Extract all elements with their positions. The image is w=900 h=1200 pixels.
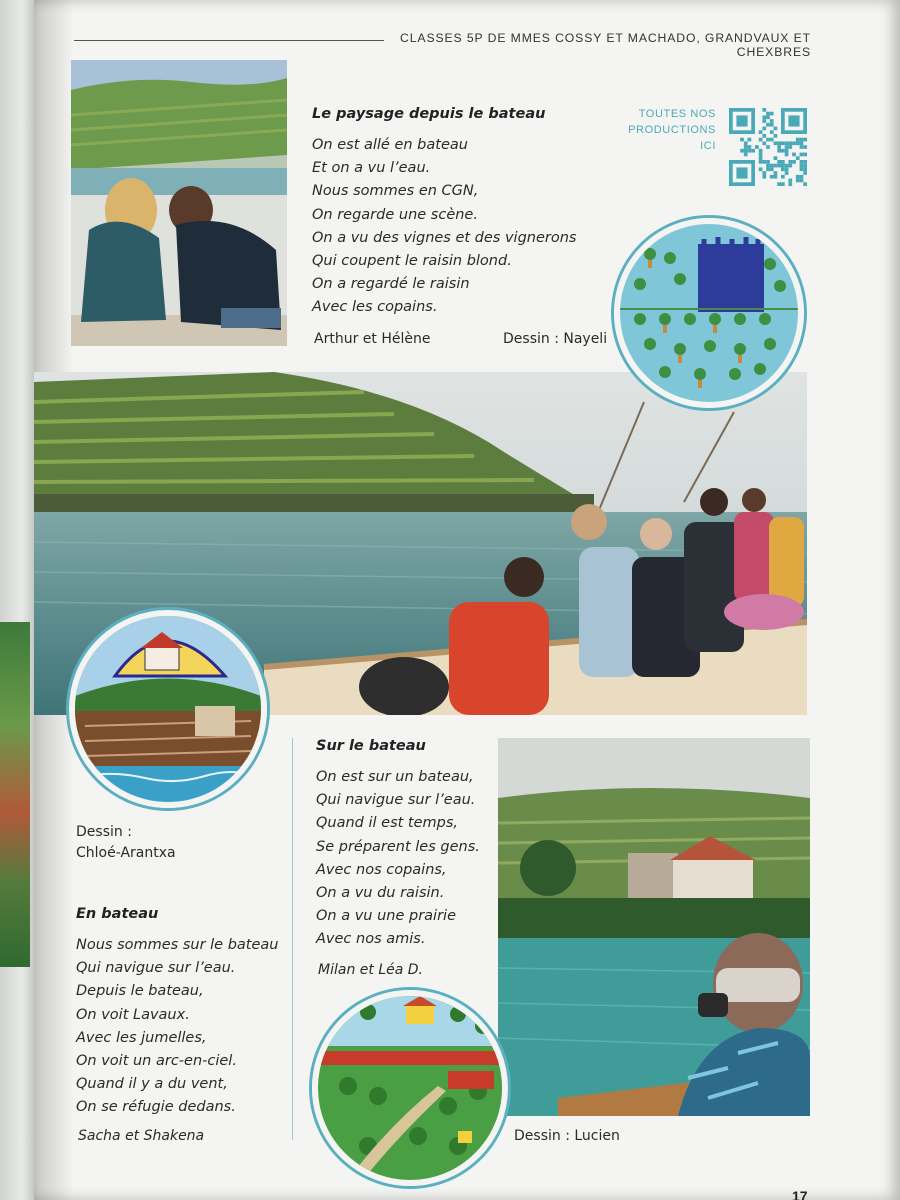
poem-line: Nous sommes sur le bateau (76, 937, 279, 953)
poem-line: Depuis le bateau, (76, 983, 204, 1000)
poem-author: Milan et Léa D. (318, 962, 423, 978)
poem-line: Nous sommes en CGN, (312, 183, 479, 200)
poem-body (316, 766, 480, 952)
poem-line: On a vu une prairie (316, 908, 456, 925)
poem-line: Quand il est temps, (316, 815, 459, 832)
poem-line: On voit un arc-en-ciel. (76, 1053, 237, 1070)
left-page-edge (0, 0, 36, 1200)
poem-line: On regarde une scène. (312, 206, 478, 223)
drawing-credit: Dessin : Lucien (514, 1128, 620, 1144)
poem-line: On voit Lavaux. (76, 1006, 190, 1023)
drawing-credit: Dessin : Nayeli (503, 331, 608, 347)
poem-line: Qui coupent le raisin blond. (312, 253, 512, 270)
drawing-nayeli (614, 218, 804, 408)
drawing-credit (76, 822, 176, 864)
qr-code-icon[interactable] (729, 108, 807, 186)
poem-line: Qui navigue sur l’eau. (316, 792, 476, 809)
qr-label-line: PRODUCTIONS (628, 124, 716, 136)
credit-line: Dessin : (76, 824, 132, 840)
credit-line: Chloé-Arantxa (76, 845, 176, 861)
poem-author: Sacha et Shakena (78, 1128, 205, 1144)
poem-title: En bateau (76, 906, 159, 922)
poem-line: Avec les copains. (312, 299, 438, 316)
qr-label-line: ICI (700, 140, 716, 152)
qr-label (624, 106, 716, 154)
poem-line: Avec nos amis. (316, 931, 426, 948)
poem-line: On est sur un bateau, (316, 769, 474, 785)
qr-label-line: TOUTES NOS (638, 108, 716, 120)
column-divider (292, 738, 293, 1140)
poem-line: On a vu du raisin. (316, 885, 445, 902)
page-header: CLASSES 5P DE MMES COSSY ET MACHADO, GRANDVAUX ET CHEXBRES (400, 31, 811, 59)
page-number: 17 (792, 1188, 808, 1200)
drawing-chloe-arantxa (69, 610, 267, 808)
poem-body (312, 134, 576, 320)
poem-line: Qui navigue sur l’eau. (76, 960, 236, 977)
poem-line: Avec les jumelles, (76, 1029, 207, 1046)
poem-line: On est allé en bateau (312, 137, 468, 153)
poem-line: On se réfugie dedans. (76, 1099, 236, 1116)
poem-line: Et on a vu l’eau. (312, 160, 431, 177)
magazine-page (34, 0, 900, 1200)
photo-girls-writing (71, 60, 287, 346)
poem-title: Sur le bateau (316, 738, 426, 754)
poem-line: Avec nos copains, (316, 861, 447, 878)
poem-title: Le paysage depuis le bateau (312, 106, 546, 122)
poem-line: Se préparent les gens. (316, 838, 480, 855)
photo-castle-lake (498, 738, 810, 1116)
poem-author: Arthur et Hélène (314, 331, 431, 347)
poem-line: Quand il y a du vent, (76, 1076, 228, 1093)
header-rule (74, 40, 384, 41)
poem-body (76, 934, 278, 1120)
poem-line: On a vu des vignes et des vignerons (312, 229, 577, 246)
poem-line: On a regardé le raisin (312, 276, 470, 293)
left-page-photo-strip (0, 622, 30, 967)
drawing-lucien (312, 990, 508, 1186)
